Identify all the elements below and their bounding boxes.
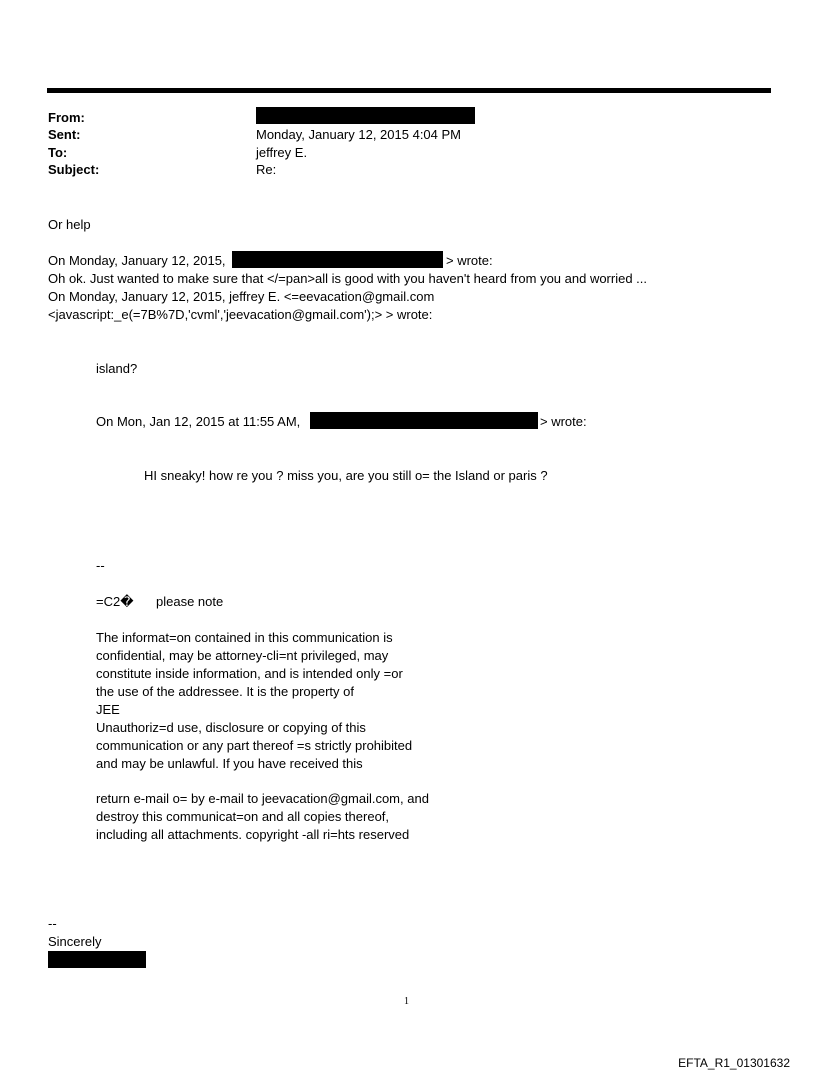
quote-intro-1-wrote: > wrote: — [446, 253, 493, 268]
quote-intro-2: On Monday, January 12, 2015, jeffrey E. <=eevacation@gmail.com — [48, 289, 435, 304]
encoded-char: =C2� — [96, 594, 134, 609]
header-rule — [47, 88, 771, 93]
quoted-message-island: island? — [96, 361, 138, 376]
sent-value: Monday, January 12, 2015 4:04 PM — [256, 127, 461, 142]
document-id: EFTA_R1_01301632 — [678, 1056, 790, 1070]
please-note: please note — [156, 594, 224, 609]
quote-intro-3: On Mon, Jan 12, 2015 at 11:55 AM, — [96, 414, 301, 429]
to-label: To: — [48, 145, 68, 160]
disclaimer-separator: -- — [96, 558, 105, 573]
signature-text: Sincerely — [48, 934, 102, 949]
sent-label: Sent: — [48, 127, 81, 142]
disclaimer-line: Unauthoriz=d use, disclosure or copying of this — [96, 720, 366, 735]
quote-intro-2-cont: <javascript:_e(=7B%7D,'cvml','jeevacation@gmail.com');> > wrote: — [48, 307, 433, 322]
disclaimer-line: destroy this communicat=on and all copies thereof, — [96, 809, 390, 824]
disclaimer-line: communication or any part thereof =s strictly prohibited — [96, 738, 413, 753]
quote-intro-1: On Monday, January 12, 2015, — [48, 253, 226, 268]
redacted-sender-1 — [232, 251, 443, 268]
quoted-message-1: Oh ok. Just wanted to make sure that </=pan>all is good with you haven't heard from you and worried ... — [48, 271, 648, 286]
disclaimer-line: confidential, may be attorney-cli=nt privileged, may — [96, 648, 389, 663]
body-line-or-help: Or help — [48, 217, 91, 232]
disclaimer-line: The informat=on contained in this communication is — [96, 630, 393, 645]
page-number: 1 — [404, 996, 409, 1007]
disclaimer-line: and may be unlawful. If you have received this — [96, 756, 363, 771]
subject-label: Subject: — [48, 162, 100, 177]
subject-value: Re: — [256, 162, 277, 177]
disclaimer-line: JEE — [96, 702, 120, 717]
redacted-sender-2 — [310, 412, 538, 429]
redacted-from-value — [256, 107, 475, 124]
disclaimer-line: constitute inside information, and is intended only =or — [96, 666, 403, 681]
from-label: From: — [48, 110, 85, 125]
disclaimer-line: the use of the addressee. It is the property of — [96, 684, 354, 699]
quoted-message-greeting: HI sneaky! how re you ? miss you, are you still o= the Island or paris ? — [144, 468, 548, 483]
redacted-signature-name — [48, 951, 146, 968]
to-value: jeffrey E. — [256, 145, 308, 160]
quote-intro-3-wrote: > wrote: — [540, 414, 587, 429]
signature-separator: -- — [48, 916, 57, 931]
disclaimer-line: including all attachments. copyright -all ri=hts reserved — [96, 827, 410, 842]
disclaimer-line: return e-mail o= by e-mail to jeevacation@gmail.com, and — [96, 791, 429, 806]
